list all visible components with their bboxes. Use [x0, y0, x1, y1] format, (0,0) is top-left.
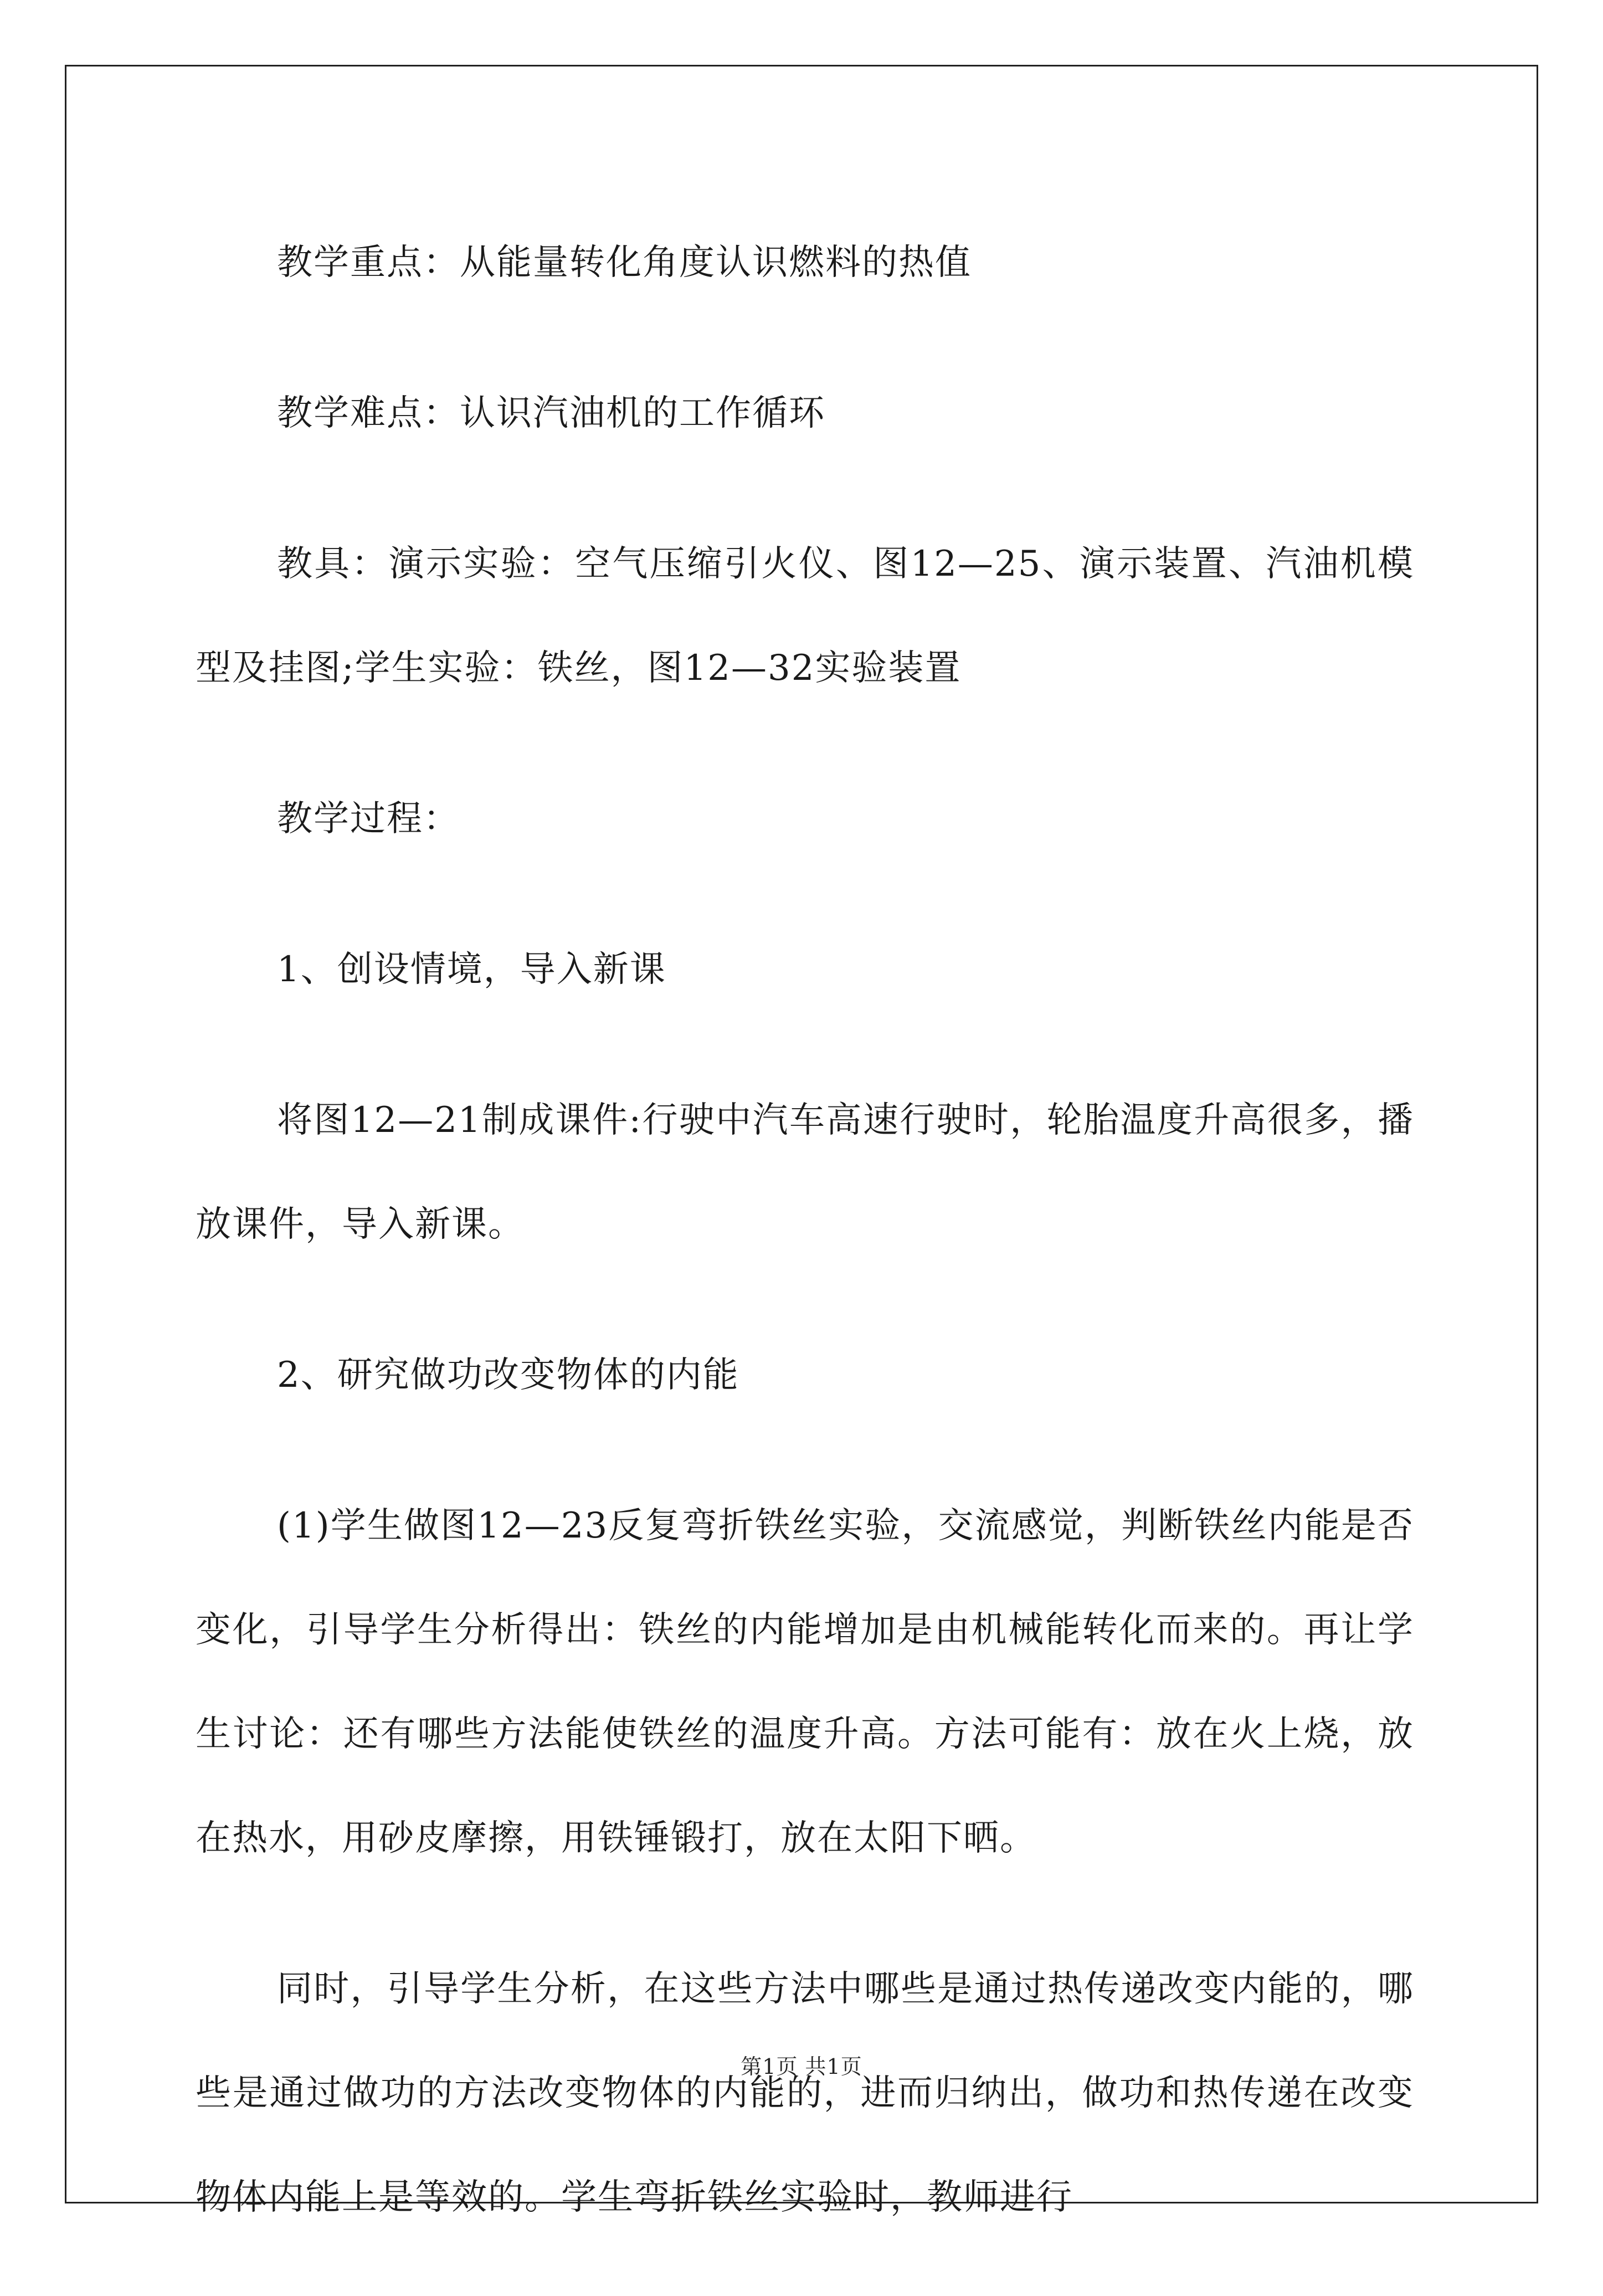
paragraph-key-point: 教学重点：从能量转化角度认识燃料的热值: [277, 242, 972, 283]
paragraph-step-1-detail: 将图12—21制成课件:行驶中汽车高速行驶时，轮胎温度升高很多，播放课件，导入新课。: [196, 1100, 1414, 1245]
page-number-footer: 第1页 共1页: [741, 2054, 862, 2079]
paragraph-process-heading: 教学过程：: [277, 798, 460, 839]
paragraph-step-2-experiment: (1)学生做图12—23反复弯折铁丝实验，交流感觉，判断铁丝内能是否变化，引导学生分析得出：铁丝的内能增加是由机械能转化而来的。再让学生讨论：还有哪些方法能使铁丝的温度升高。方法可能有：放在火上烧，放在热水，用砂皮摩擦，用铁锤锻打，放在太阳下晒。: [196, 1505, 1414, 1859]
paragraph-step-1: 1、创设情境，导入新课: [277, 949, 666, 990]
paragraph-difficulty: 教学难点：认识汽油机的工作循环: [277, 393, 825, 434]
paragraph-teaching-aids: 教具：演示实验：空气压缩引火仪、图12—25、演示装置、汽油机模型及挂图;学生实验：铁丝，图12—32实验装置: [196, 544, 1414, 689]
paragraph-step-2-analysis: 同时，引导学生分析，在这些方法中哪些是通过热传递改变内能的，哪些是通过做功的方法改变物体的内能的，进而归纳出，做功和热传递在改变物体内能上是等效的。学生弯折铁丝实验时，教师进行: [196, 1969, 1414, 2218]
paragraph-step-2: 2、研究做功改变物体的内能: [277, 1355, 739, 1396]
document-body: [196, 211, 1414, 2296]
